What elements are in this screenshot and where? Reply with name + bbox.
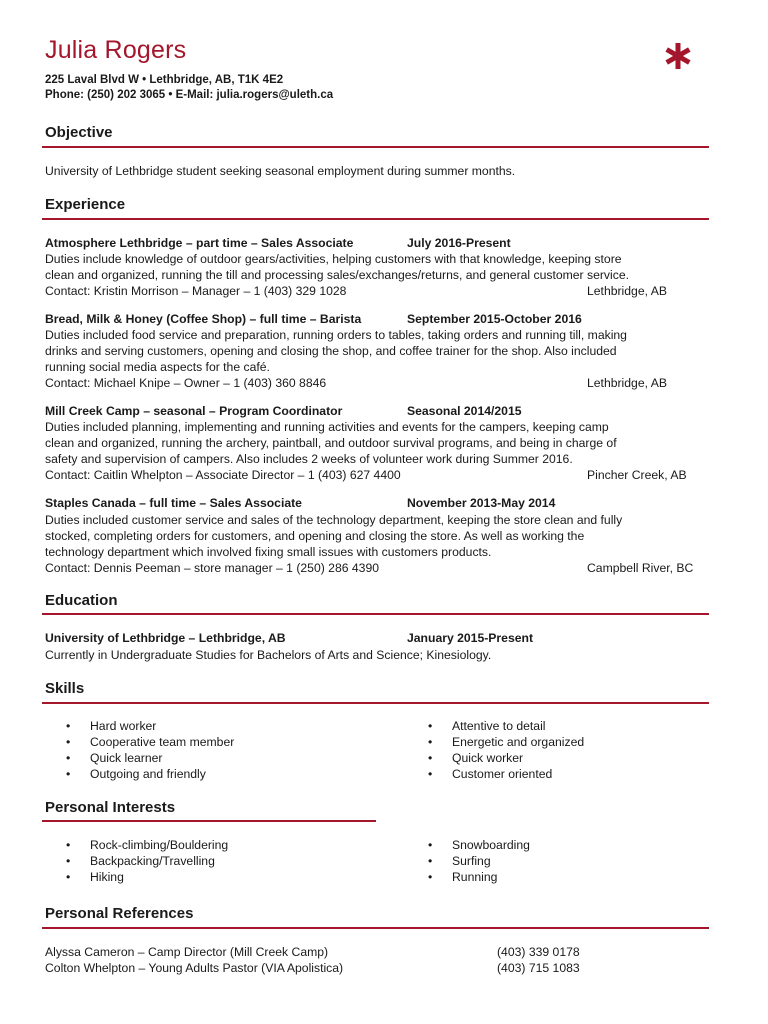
job-description-line: clean and organized, running the till and processing sales/exchanges/returns, and general customer service. [45,268,629,282]
job-description-line: Duties include knowledge of outdoor gears/activities, helping customers with that knowledge, keeping store [45,252,622,266]
job-description-line: Duties included planning, implementing and running activities and events for the campers, keeping camp [45,420,609,434]
reference-name: Alyssa Cameron – Camp Director (Mill Creek Camp) [45,945,329,959]
address-line: 225 Laval Blvd W • Lethbridge, AB, T1K 4E2 [45,74,284,86]
job-heading: Staples Canada – full time – Sales Associate [45,496,302,510]
job-description-line: Duties included food service and preparation, running orders to tables, taking orders and running till, making [45,328,627,342]
job-description-line: Duties included customer service and sales of the technology department, keeping the store clean and fully [45,513,623,527]
reference-phone: (403) 715 1083 [497,961,580,975]
job-location: Campbell River, BC [587,561,694,575]
job-dates: September 2015-October 2016 [407,312,582,326]
job-description-line: clean and organized, running the archery, paintball, and outdoor survival programs, and being in charge of [45,436,617,450]
job-description-line: stocked, completing orders for customers, and opening and closing the store. As well as working the [45,529,585,543]
job-location: Lethbridge, AB [587,284,667,298]
job-dates: November 2013-May 2014 [407,496,556,510]
resume-name: Julia Rogers [45,36,187,64]
job-contact: Contact: Dennis Peeman – store manager – 1 (250) 286 4390 [45,561,380,575]
section-title-experience: Experience [45,196,126,213]
section-title-education: Education [45,592,118,609]
job-contact: Contact: Caitlin Whelpton – Associate Director – 1 (403) 627 4400 [45,468,401,482]
education-detail: Currently in Undergraduate Studies for Bachelors of Arts and Science; Kinesiology. [45,648,492,662]
section-divider [42,218,709,220]
job-description-line: technology department which involved fixing small issues with customers products. [45,545,492,559]
objective-text: University of Lethbridge student seeking seasonal employment during summer months. [45,164,516,178]
job-heading: Bread, Milk & Honey (Coffee Shop) – full time – Barista [45,312,362,326]
section-divider [42,702,709,704]
job-description-line: safety and supervision of campers. Also includes 2 weeks of volunteer work during Summer 2016. [45,452,573,466]
section-title-references: Personal References [45,905,194,922]
job-dates: July 2016-Present [407,236,511,250]
contact-line: Phone: (250) 202 3065 • E-Mail: julia.rogers@uleth.ca [45,89,334,101]
job-heading: Mill Creek Camp – seasonal – Program Coordinator [45,404,343,418]
job-location: Lethbridge, AB [587,376,667,390]
asterisk-icon [662,40,694,72]
section-divider [42,613,709,615]
job-description-line: running social media aspects for the café. [45,360,270,374]
section-title-skills: Skills [45,680,85,697]
reference-name: Colton Whelpton – Young Adults Pastor (VIA Apolistica) [45,961,344,975]
section-divider [42,927,709,929]
education-school: University of Lethbridge – Lethbridge, AB [45,631,286,645]
job-description-line: drinks and serving customers, opening and closing the shop, and coffee trainer for the shop. Also included [45,344,617,358]
job-location: Pincher Creek, AB [587,468,687,482]
section-divider [42,820,376,822]
reference-phone: (403) 339 0178 [497,945,580,959]
section-divider [42,146,709,148]
section-title-objective: Objective [45,124,113,141]
job-contact: Contact: Michael Knipe – Owner – 1 (403) 360 8846 [45,376,327,390]
education-dates: January 2015-Present [407,631,534,645]
job-heading: Atmosphere Lethbridge – part time – Sales Associate [45,236,354,250]
job-contact: Contact: Kristin Morrison – Manager – 1 (403) 329 1028 [45,284,347,298]
section-title-interests: Personal Interests [45,799,176,816]
job-dates: Seasonal 2014/2015 [407,404,522,418]
